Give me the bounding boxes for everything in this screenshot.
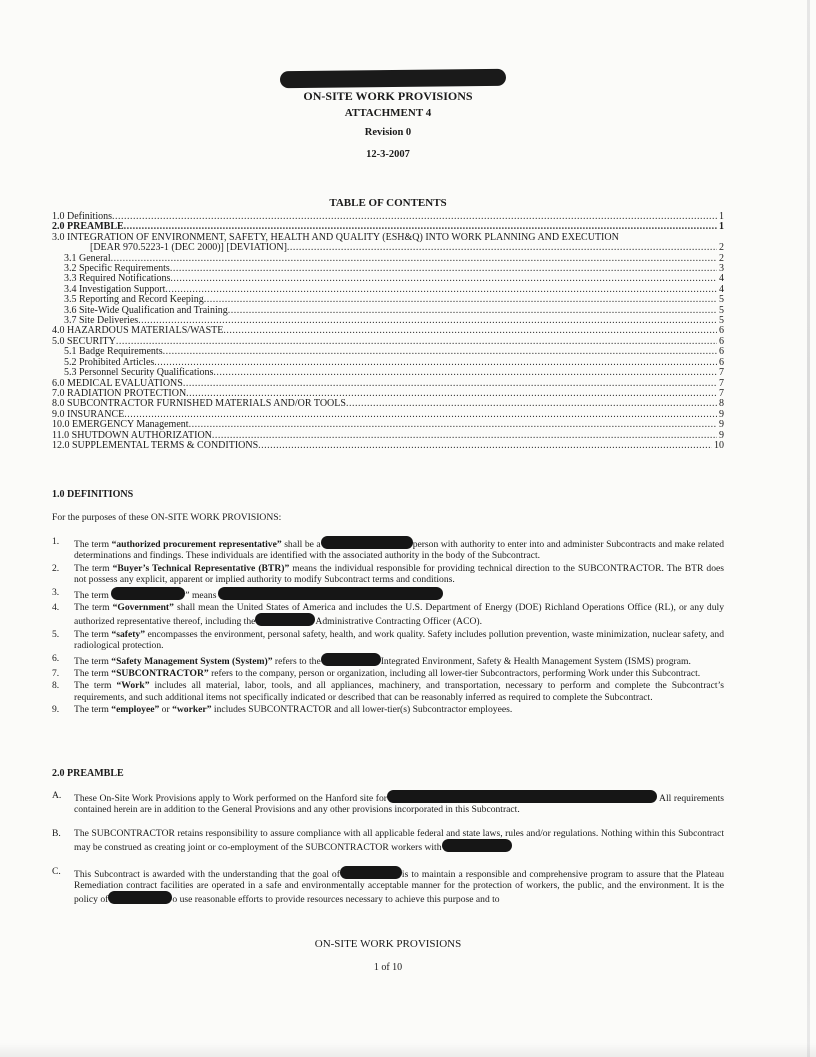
item-text [74, 602, 724, 628]
toc-leader [170, 274, 717, 284]
toc-leader [138, 316, 717, 326]
toc-entry [52, 368, 724, 378]
list-item [52, 536, 724, 562]
toc-label: 11.0 SHUTDOWN AUTHORIZATION [52, 429, 212, 441]
text-run: ” means [185, 589, 217, 601]
item-number: 3. [52, 586, 60, 598]
toc-page: 9 [719, 429, 724, 441]
item-number: 9. [52, 704, 60, 716]
definitions-intro: For the purposes of these ON-SITE WORK PROVISIONS: [52, 512, 282, 523]
item-text [74, 536, 724, 562]
toc-page: 10 [714, 439, 724, 451]
toc-leader [124, 410, 717, 420]
text-run: person with authority to enter into and administer Subcontracts and make related determinations and findings. These individuals are identified with the associated authority in the body of the Subcontract. [74, 539, 724, 562]
toc-leader [228, 306, 717, 316]
toc-label: 3.5 Reporting and Record Keeping [64, 294, 204, 306]
redaction-bar [387, 790, 657, 803]
toc-page: 7 [719, 377, 724, 389]
list-item [52, 602, 724, 628]
toc-label: 8.0 SUBCONTRACTOR FURNISHED MATERIALS AND/OR TOOLS [52, 398, 346, 410]
item-number: B. [52, 827, 61, 839]
item-text [74, 668, 724, 679]
list-item [52, 790, 724, 816]
toc-leader [204, 295, 717, 305]
toc-page: 1 [719, 221, 724, 233]
toc-label: 5.2 Prohibited Articles [64, 356, 155, 368]
toc-leader [223, 326, 717, 336]
defined-term: “employee” [111, 704, 160, 716]
document-date: 12-3-2007 [366, 149, 410, 160]
toc-page: 6 [719, 346, 724, 358]
list-item [52, 587, 724, 601]
toc-leader [170, 264, 717, 274]
toc-entry [52, 212, 724, 222]
defined-term: “SUBCONTRACTOR” [111, 668, 209, 680]
scan-shadow [0, 1043, 816, 1057]
list-item [52, 629, 724, 652]
item-text [74, 680, 724, 703]
toc-label: 3.4 Investigation Support [64, 283, 166, 295]
item-number: 2. [52, 562, 60, 574]
toc-page: 9 [719, 419, 724, 431]
text-run: shall be a [281, 539, 321, 550]
toc-leader [258, 441, 712, 451]
text-run: The term [74, 704, 112, 716]
toc-leader [165, 285, 717, 295]
text-run: The term [74, 589, 112, 601]
toc-label: 3.2 Specific Requirements [64, 263, 170, 275]
text-run: is to maintain a responsible and comprehensive program to assure that the Plateau Remediation contract facilities are operated in a safe and environmentally acceptable manner for the protection of workers, the public, and the environment. It is the policy of [74, 868, 724, 906]
item-number: 6. [52, 652, 60, 664]
item-text [74, 653, 724, 667]
toc-entry [52, 420, 724, 430]
item-number: 8. [52, 680, 60, 692]
toc-label: 3.0 INTEGRATION OF ENVIRONMENT, SAFETY, HEALTH AND QUALITY (ESH&Q) INTO WORK PLANNING AND EXECUTION [52, 231, 619, 243]
toc-entry [52, 441, 724, 451]
toc-leader [189, 420, 717, 430]
list-item [52, 680, 724, 703]
list-item [52, 704, 724, 715]
list-item [52, 653, 724, 667]
text-run: All requirements contained herein are in addition to the General Provisions and any other provisions incorporated in this Subcontract. [74, 793, 725, 816]
item-text [74, 587, 724, 601]
toc-entry [52, 326, 724, 336]
redaction-bar [442, 839, 512, 852]
text-run: These On-Site Work Provisions apply to Work performed on the Hanford site for [74, 793, 387, 804]
toc-label: 3.6 Site-Wide Qualification and Training [64, 304, 228, 316]
toc-entry [52, 306, 724, 316]
toc-label: 1.0 Definitions [52, 211, 112, 222]
toc-leader [112, 212, 717, 222]
item-text [74, 704, 724, 715]
toc-page: 7 [719, 387, 724, 399]
toc-leader [183, 379, 717, 389]
toc-page: 8 [719, 398, 724, 410]
toc-label: 10.0 EMERGENCY Management [52, 419, 189, 431]
redaction-bar [255, 613, 315, 626]
text-run: includes all material, labor, tools, and all appliances, machinery, and transportation, necessary to perform and complete the Subcontract’s requirements, and such additional items not specifically indicated or described that can be reasonably inferred as required to complete the Subcontract. [74, 680, 724, 703]
toc-label: 5.0 SECURITY [52, 335, 116, 347]
text-run: or [159, 704, 173, 716]
text-run: o use reasonable efforts to provide resources necessary to achieve this purpose and to [172, 894, 500, 906]
toc-leader [111, 254, 717, 264]
toc-page: 4 [719, 283, 724, 295]
redaction-bar [111, 587, 185, 600]
redaction-bar [108, 891, 172, 904]
defined-term: “Work” [116, 680, 150, 692]
toc-page: 4 [719, 273, 724, 285]
toc-label: 6.0 MEDICAL EVALUATIONS [52, 377, 183, 389]
definitions-heading: 1.0 DEFINITIONS [52, 489, 134, 500]
item-number: 4. [52, 602, 60, 614]
list-item [52, 866, 724, 906]
document-title: ON-SITE WORK PROVISIONS [303, 89, 473, 103]
toc-label: [DEAR 970.5223-1 (DEC 2000)] [DEVIATION] [90, 242, 287, 254]
toc-page: 3 [719, 263, 724, 275]
item-text [74, 629, 724, 652]
defined-term: “Buyer’s Technical Representative (BTR)” [112, 562, 290, 574]
item-number: A. [52, 790, 62, 801]
toc-page: 1 [719, 211, 724, 222]
revision-label: Revision 0 [364, 127, 412, 138]
footer-title: ON-SITE WORK PROVISIONS [314, 938, 462, 950]
toc-leader [212, 431, 717, 441]
toc-label: 9.0 INSURANCE [52, 408, 125, 420]
toc-page: 2 [719, 252, 724, 264]
toc-page: 6 [719, 325, 724, 337]
toc-leader [213, 368, 717, 378]
toc-label: 3.7 Site Deliveries [64, 315, 139, 327]
page-number: 1 of 10 [373, 962, 403, 973]
toc-label: 5.1 Badge Requirements [64, 346, 163, 358]
scan-edge [807, 0, 810, 1057]
defined-term: “Government” [112, 602, 174, 614]
toc-page: 6 [719, 356, 724, 368]
preamble-list [52, 790, 724, 907]
text-run: refers to the company, person or organization, including all lower-tier Subcontractors, performing Work under this Subcontract. [208, 668, 701, 680]
text-run: The SUBCONTRACTOR retains responsibility to assure compliance with all applicable federal and state laws, rules and/or regulations. Nothing within this Subcontract may be construed as creating joint or co-employment of the SUBCONTRACTOR workers with [74, 827, 724, 854]
attachment-label: ATTACHMENT 4 [344, 107, 432, 119]
redaction-bar [218, 587, 443, 600]
defined-term: “authorized procurement representative” [111, 539, 282, 550]
text-run: Integrated Environment, Safety & Health Management System (ISMS) program. [380, 655, 691, 667]
toc-page: 5 [719, 294, 724, 306]
toc-leader [116, 337, 717, 347]
toc-label: 2.0 PREAMBLE [52, 221, 124, 233]
toc-label: 7.0 RADIATION PROTECTION [52, 387, 187, 399]
text-run: means the individual responsible for providing technical direction to the SUBCONTRACTOR. The BTR does not possess any explicit, apparent or implied authority to modify Subcontract terms and conditions. [74, 562, 724, 586]
item-text [74, 866, 724, 906]
text-run: encompasses the environment, personal safety, health, and work quality. Safety includes pollution prevention, waste minimization, nuclear safety, and radiological protection. [74, 628, 725, 652]
toc-label: 5.3 Personnel Security Qualifications [64, 367, 214, 379]
toc-entry [52, 399, 724, 409]
text-run: The term [74, 562, 113, 574]
preamble-heading: 2.0 PREAMBLE [52, 768, 124, 779]
text-run: Administrative Contracting Officer (ACO). [315, 616, 483, 628]
text-run: The term [74, 680, 117, 692]
item-text [74, 563, 724, 586]
toc-leader [346, 399, 717, 409]
redaction-bar [321, 653, 381, 666]
text-run: This Subcontract is awarded with the understanding that the goal of [74, 868, 340, 880]
table-of-contents [52, 212, 724, 451]
text-run: The term [74, 628, 112, 640]
text-run: includes SUBCONTRACTOR and all lower-tier(s) Subcontractor employees. [211, 704, 513, 716]
item-text [74, 828, 724, 854]
list-item [52, 563, 724, 586]
text-run: shall mean the United States of America and includes the U.S. Department of Energy (DOE) Richland Operations Office (RL), or any duly authorized representative thereof, including the [74, 602, 724, 628]
list-item [52, 668, 724, 679]
list-item [52, 828, 724, 854]
toc-leader [163, 347, 717, 357]
toc-heading: TABLE OF CONTENTS [329, 197, 447, 209]
text-run: The term [74, 602, 113, 614]
item-number: C. [52, 865, 61, 877]
toc-leader [287, 243, 717, 253]
text-run: The term [74, 668, 112, 680]
defined-term: “Safety Management System (System)” [111, 655, 273, 667]
toc-label: 4.0 HAZARDOUS MATERIALS/WASTE [52, 325, 224, 337]
toc-page: 5 [719, 315, 724, 327]
toc-page: 2 [719, 242, 724, 254]
item-number: 5. [52, 628, 60, 640]
redaction-bar [280, 69, 506, 88]
toc-page: 7 [719, 367, 724, 379]
toc-leader [154, 358, 717, 368]
defined-term: “safety” [111, 628, 146, 640]
toc-entry [52, 243, 724, 253]
definitions-list [52, 536, 724, 717]
defined-term: “worker” [172, 704, 212, 716]
redaction-bar [321, 536, 413, 549]
toc-label: 12.0 SUPPLEMENTAL TERMS & CONDITIONS [52, 439, 259, 451]
redaction-bar [340, 866, 402, 879]
toc-label: 3.1 General [64, 252, 111, 264]
item-number: 1. [52, 536, 60, 547]
toc-page: 6 [719, 335, 724, 347]
item-text [74, 790, 724, 816]
text-run: refers to the [272, 655, 321, 667]
toc-page: 9 [719, 408, 724, 420]
text-run: The term [74, 539, 112, 550]
item-number: 7. [52, 668, 60, 680]
toc-label: 3.3 Required Notifications [64, 273, 171, 285]
toc-page: 5 [719, 304, 724, 316]
text-run: The term [74, 655, 112, 667]
